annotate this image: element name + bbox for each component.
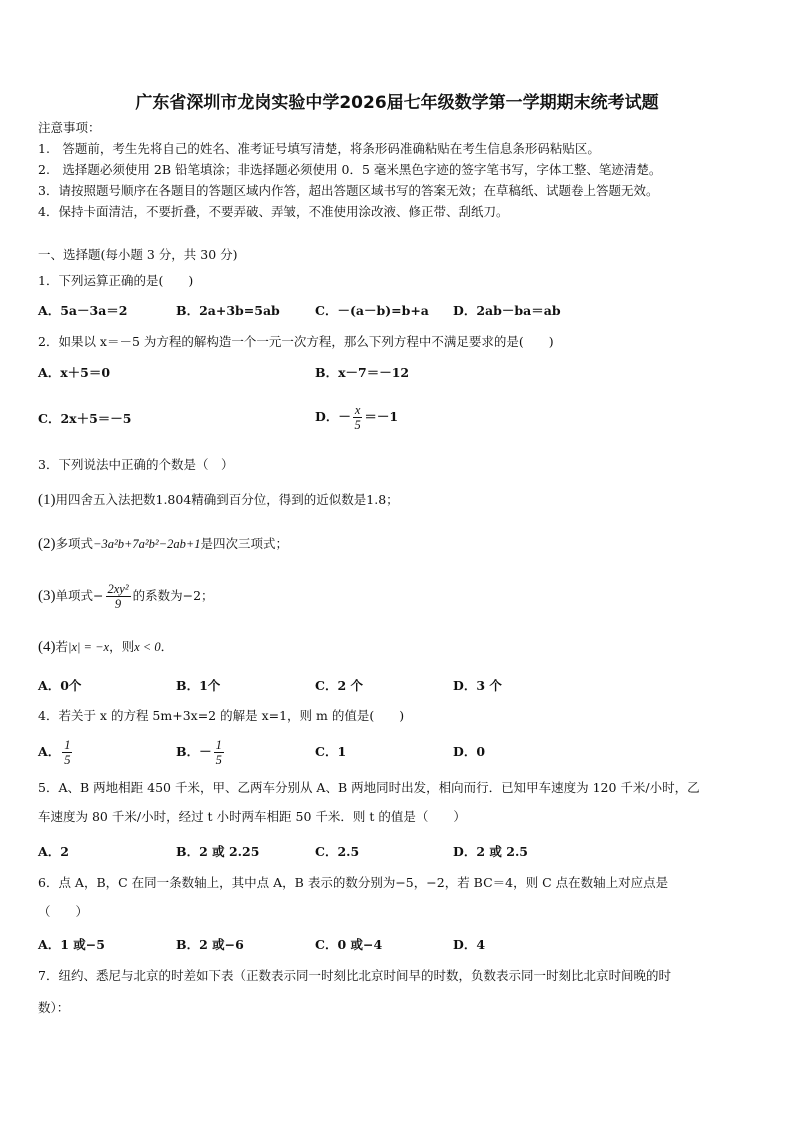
- q4-option-a: [38, 733, 74, 771]
- q3-statement-3: [38, 576, 214, 616]
- q6-option-c: C．0 或−4: [315, 937, 383, 952]
- q3-statement-4-condition: x < 0: [134, 640, 161, 654]
- q3-statement-3-fraction: [106, 582, 131, 611]
- page-title: 广东省深圳市龙岗实验中学2026届七年级数学第一学期期末统考试题: [135, 93, 659, 113]
- q7-stem-line-1: 7．纽约、悉尼与北京的时差如下表（正数表示同一时刻比北京时间早的时数，负数表示同一时刻比北京时间晚的时: [38, 968, 671, 983]
- q3-statement-2-number: (2): [38, 536, 56, 552]
- q3-statement-2: [38, 535, 288, 553]
- q2-stem: 2．如果以 x＝－5 为方程的解构造一个一元一次方程，那么下列方程中不满足要求的是( ): [38, 334, 554, 349]
- q3-statement-3-text-b: 的系数为−2；: [132, 588, 214, 603]
- q4-option-b-sign: －: [199, 744, 212, 759]
- q2-option-c: C．2x＋5＝－5: [38, 411, 132, 426]
- q2-option-d-rhs: ＝－1: [364, 409, 399, 424]
- q4-option-b-numerator: 1: [215, 738, 222, 752]
- q2-option-d-sign: －: [338, 409, 351, 424]
- q5-stem-line-1: 5．A、B 两地相距 450 千米，甲、乙两车分别从 A、B 两地同时出发，相向而行．已知甲车速度为 120 千米/小时，乙: [38, 780, 700, 795]
- q5-option-d: D．2 或 2.5: [453, 844, 528, 859]
- q1-option-c: C．－(a－b)=b+a: [315, 303, 429, 318]
- q2-option-d-label: D．: [315, 409, 339, 424]
- q3-statement-2-text-b: 是四次三项式；: [200, 536, 289, 551]
- q3-statement-3-denominator: 9: [114, 597, 122, 611]
- q6-stem-line-1: 6．点 A，B，C 在同一条数轴上，其中点 A，B 表示的数分别为−5，−2，若 BC＝4，则 C 点在数轴上对应点是: [38, 875, 669, 890]
- q3-statement-4-text-b: ，则: [109, 639, 135, 654]
- q2-option-d-numerator: x: [354, 403, 361, 417]
- notice-item-1: 1. 答题前，考生先将自己的姓名、准考证号填写清楚，将条形码准确粘贴在考生信息条形码粘贴区。: [38, 141, 600, 156]
- q3-statement-4-number: (4): [38, 639, 56, 655]
- notice-item-3: 3．请按照题号顺序在各题目的答题区域内作答，超出答题区域书写的答案无效；在草稿纸、试题卷上答题无效。: [38, 183, 659, 198]
- q2-option-b: B．x－7＝－12: [315, 365, 410, 380]
- q1-stem: 1．下列运算正确的是( ): [38, 273, 194, 288]
- q3-option-c: C．2 个: [315, 678, 363, 693]
- q3-statement-1-text: 用四舍五入法把数1.804精确到百分位，得到的近似数是1.8；: [55, 492, 399, 507]
- q4-option-b-label: B．: [176, 744, 200, 759]
- q3-statement-2-expression: −3a²b+7a²b²−2ab+1: [93, 537, 201, 551]
- q2-option-d-denominator: 5: [354, 418, 361, 432]
- q4-option-a-denominator: 5: [64, 753, 71, 767]
- q4-option-a-label: A．: [38, 744, 61, 759]
- q6-option-a: A．1 或−5: [38, 937, 105, 952]
- q3-option-d: D．3 个: [453, 678, 502, 693]
- q2-option-a: A．x＋5＝0: [38, 365, 111, 380]
- q5-option-b: B．2 或 2.25: [176, 844, 260, 859]
- q5-option-a: A．2: [38, 844, 69, 859]
- q5-stem-line-2: 车速度为 80 千米/小时，经过 t 小时两车相距 50 千米．则 t 的值是（ ）: [38, 809, 466, 824]
- notice-heading: 注意事项：: [38, 120, 101, 135]
- q3-statement-4: [38, 638, 173, 656]
- q4-option-c: C．1: [315, 744, 347, 759]
- q4-option-b-fraction: [214, 738, 224, 767]
- q4-option-a-numerator: 1: [64, 738, 71, 752]
- notice-item-2: 2. 选择题必须使用 2B 铅笔填涂；非选择题必须使用 0．5 毫米黑色字迹的签字笔书写，字体工整、笔迹清楚。: [38, 162, 662, 177]
- q3-statement-3-sign: −: [93, 588, 104, 603]
- q3-statement-4-text-d: ．: [160, 639, 174, 654]
- q6-option-d: D．4: [453, 937, 486, 952]
- q3-statement-1-number: (1): [38, 492, 56, 508]
- q1-option-d: D．2ab－ba＝ab: [453, 303, 561, 318]
- q6-stem-line-2: （ ）: [38, 904, 89, 919]
- q4-option-b: [176, 733, 226, 771]
- q6-option-b: B．2 或−6: [176, 937, 244, 952]
- q3-statement-4-text-a: 若: [55, 639, 69, 654]
- q4-stem: 4．若关于 x 的方程 5m+3x=2 的解是 x=1，则 m 的值是( ): [38, 708, 405, 723]
- q3-statement-1: [38, 491, 399, 509]
- q4-option-a-fraction: [62, 738, 72, 767]
- q3-option-a: A．0个: [38, 678, 82, 693]
- notice-item-4: 4．保持卡面清洁，不要折叠，不要弄破、弄皱，不准使用涂改液、修正带、刮纸刀。: [38, 204, 509, 219]
- q2-option-d-fraction: [353, 403, 363, 432]
- q7-stem-line-2: 数）：: [38, 1000, 70, 1015]
- q3-statement-4-expression: |x| = −x: [68, 640, 110, 654]
- section-heading: 一、选择题(每小题 3 分，共 30 分): [38, 247, 238, 262]
- q5-option-c: C．2.5: [315, 844, 360, 859]
- q3-stem: 3．下列说法中正确的个数是（ ）: [38, 457, 234, 472]
- q3-option-b: B．1个: [176, 678, 221, 693]
- q2-option-d: [315, 398, 398, 436]
- q3-statement-3-text-a: 单项式: [55, 588, 94, 603]
- q1-option-b: B．2a+3b=5ab: [176, 303, 280, 318]
- q3-statement-3-numerator: 2xy²: [107, 582, 129, 596]
- q3-statement-2-text-a: 多项式: [55, 536, 94, 551]
- q4-option-d: D．0: [453, 744, 486, 759]
- q3-statement-3-number: (3): [38, 588, 56, 604]
- q1-option-a: A．5a－3a＝2: [38, 303, 128, 318]
- q4-option-b-denominator: 5: [215, 753, 222, 767]
